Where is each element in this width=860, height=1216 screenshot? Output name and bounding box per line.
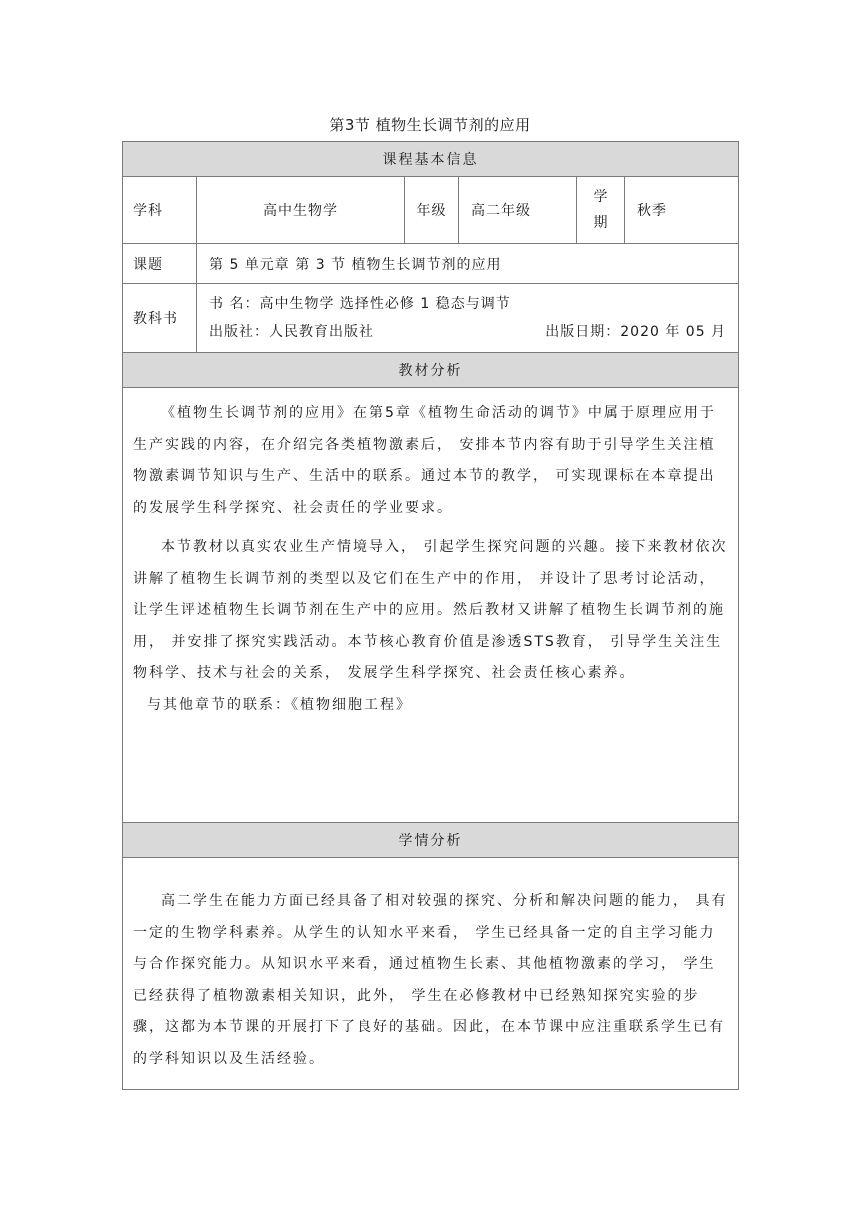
lesson-info-table [122,141,739,1090]
term-label [577,177,625,244]
material-analysis-header-row [123,353,739,388]
material-analysis-paragraph-1: 《植物生长调节剂的应用》在第5章《植物生命活动的调节》中属于原理应用于生产实践的内容，在介绍完各类植物激素后， 安排本节内容有助于引导学生关注植物激素调节知识与生产、生活中的联系。通过本节的教学， 可实现课标在本章提出的发展学生科学探究、社会责任的学业要求。 [133,405,716,516]
term-label-line-1: 学 [593,189,608,205]
topic-label: 课题 [123,244,197,284]
learner-analysis-paragraph: 高二学生在能力方面已经具备了相对较强的探究、分析和解决问题的能力， 具有一定的生物学科素养。从学生的认知水平来看， 学生已经具备一定的自主学习能力与合作探究能力。从知识水平来看，通过植物生长素、其他植物激素的学习， 学生已经获得了植物激素相关知识，此外， 学生在必修教材中已经熟知探究实验的步骤，这都为本节课的开展打下了良好的基础。因此，在本节课中应注重联系学生已有的学科知识以及生活经验。 [133,893,728,1067]
material-analysis-paragraph-2: 本节教材以真实农业生产情境导入， 引起学生探究问题的兴趣。接下来教材依次讲解了植物生长调节剂的类型以及它们在生产中的作用， 并设计了思考讨论活动， 让学生评述植物生长调节剂在生产中的应用。然后教材又讲解了植物生长调节剂的施用， 并安排了探究实践活动。本节核心教育价值是渗透STS教育， 引导学生关注生物科学、技术与社会的关系， 发展学生科学探究、社会责任核心素养。 [133,539,728,681]
chapter-relation: 与其他章节的联系：《植物细胞工程》 [147,696,412,713]
material-analysis-row [123,388,739,823]
book-name: 书 名：高中生物学 选择性必修 1 稳态与调节 [209,296,511,312]
grade-label: 年级 [405,177,459,244]
publish-date: 出版日期：2020 年 05 月 [545,324,727,340]
publisher-line [209,318,726,346]
textbook-details [197,284,739,353]
learner-analysis-row [123,858,739,1090]
book-name-line [209,290,726,318]
learner-analysis-header-row [123,823,739,858]
subject-value: 高中生物学 [197,177,405,244]
textbook-label: 教科书 [123,284,197,353]
learner-analysis-content [123,858,739,1090]
topic-value: 第 5 单元章 第 3 节 植物生长调节剂的应用 [197,244,739,284]
term-label-line-2: 期 [593,215,608,231]
learner-analysis-header: 学情分析 [123,823,739,858]
basic-info-header: 课程基本信息 [123,142,739,177]
material-analysis-header: 教材分析 [123,353,739,388]
topic-row [123,244,739,284]
material-analysis-content [123,388,739,823]
publisher: 出版社：人民教育出版社 [209,324,374,340]
grade-value: 高二年级 [459,177,577,244]
document-title: 第3节 植物生长调节剂的应用 [329,116,531,134]
term-value: 秋季 [625,177,739,244]
subject-label: 学科 [123,177,197,244]
textbook-row [123,284,739,353]
basic-info-header-row [123,142,739,177]
subject-row [123,177,739,244]
